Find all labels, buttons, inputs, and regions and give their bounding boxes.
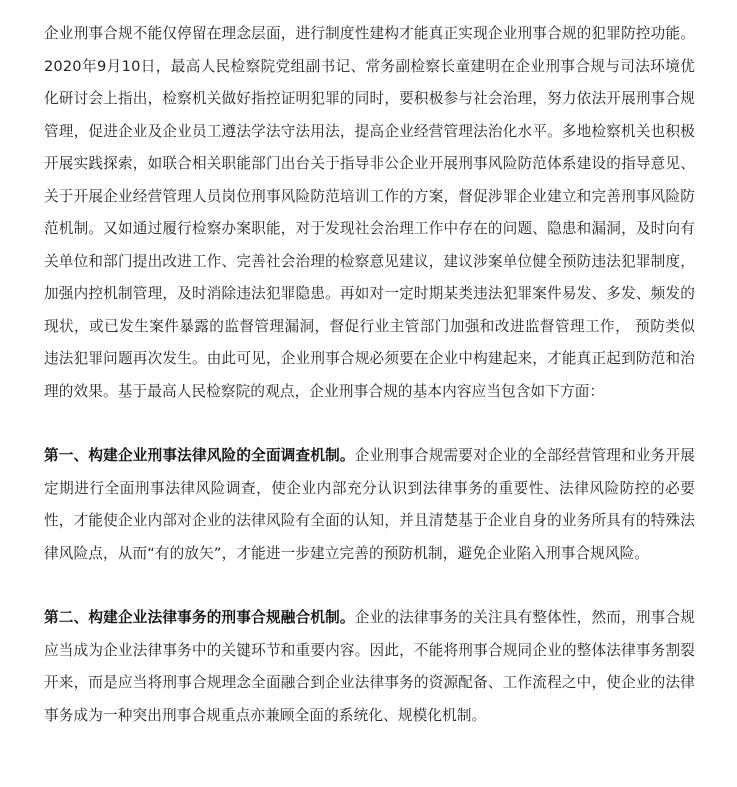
section-2-heading: 第二、构建企业法律事务的刑事合规融合机制。 <box>44 609 355 626</box>
section-1-heading: 第一、构建企业刑事法律风险的全面调查机制。 <box>44 447 355 464</box>
paragraph-section-2 <box>44 602 695 732</box>
paragraph-section-1 <box>44 440 695 570</box>
section-1-text: 企业刑事合规需要对企业的全部经营管理和业务开展定期进行全面刑事法律风险调查，使企业内部充分认识到法律事务的重要性、法律风险防控的必要性，才能使企业内部对企业的法律风险有全面的认知，并且清楚基于企业自身的业务所具有的特殊法律风险点，从而“有的放矢”，才能进一步建立完善的预防机制，避免企业陷入刑事合规风险。 <box>44 447 696 562</box>
section-2-text: 企业的法律事务的关注具有整体性，然而，刑事合规应当成为企业法律事务中的关键环节和重要内容。因此，不能将刑事合规同企业的整体法律事务割裂开来，而是应当将刑事合规理念全面融合到企业法律事务的资源配备、工作流程之中，使企业的法律事务成为一种突出刑事合规重点亦兼顾全面的系统化、规模化机制。 <box>44 609 696 724</box>
paragraph-intro <box>44 18 695 408</box>
paragraph-intro-text: 企业刑事合规不能仅停留在理念层面，进行制度性建构才能真正实现企业刑事合规的犯罪防控功能。2020年9月10日，最高人民检察院党组副书记、常务副检察长童建明在企业刑事合规与司法环境优化研讨会上指出，检察机关做好指控证明犯罪的同时，要积极参与社会治理，努力依法开展刑事合规管理，促进企业及企业员工遵法学法守法用法，提高企业经营管理法治化水平。多地检察机关也积极开展实践探索，如联合相关职能部门出台关于指导非公企业开展刑事风险防范体系建设的指导意见、关于开展企业经营管理人员岗位刑事风险防范培训工作的方案，督促涉罪企业建立和完善刑事风险防范机制。又如通过履行检察办案职能，对于发现社会治理工作中存在的问题、隐患和漏洞，及时向有关单位和部门提出改进工作、完善社会治理的检察意见建议，建议涉案单位健全预防违法犯罪制度，加强内控机制管理，及时消除违法犯罪隐患。再如对一定时期某类违法犯罪案件易发、多发、频发的现状，或已发生案件暴露的监督管理漏洞，督促行业主管部门加强和改进监督管理工作， 预防类似违法犯罪问题再次发生。由此可见，企业刑事合规必须要在企业中构建起来，才能真正起到防范和治理的效果。基于最高人民检察院的观点，企业刑事合规的基本内容应当包含如下方面： <box>44 25 695 400</box>
